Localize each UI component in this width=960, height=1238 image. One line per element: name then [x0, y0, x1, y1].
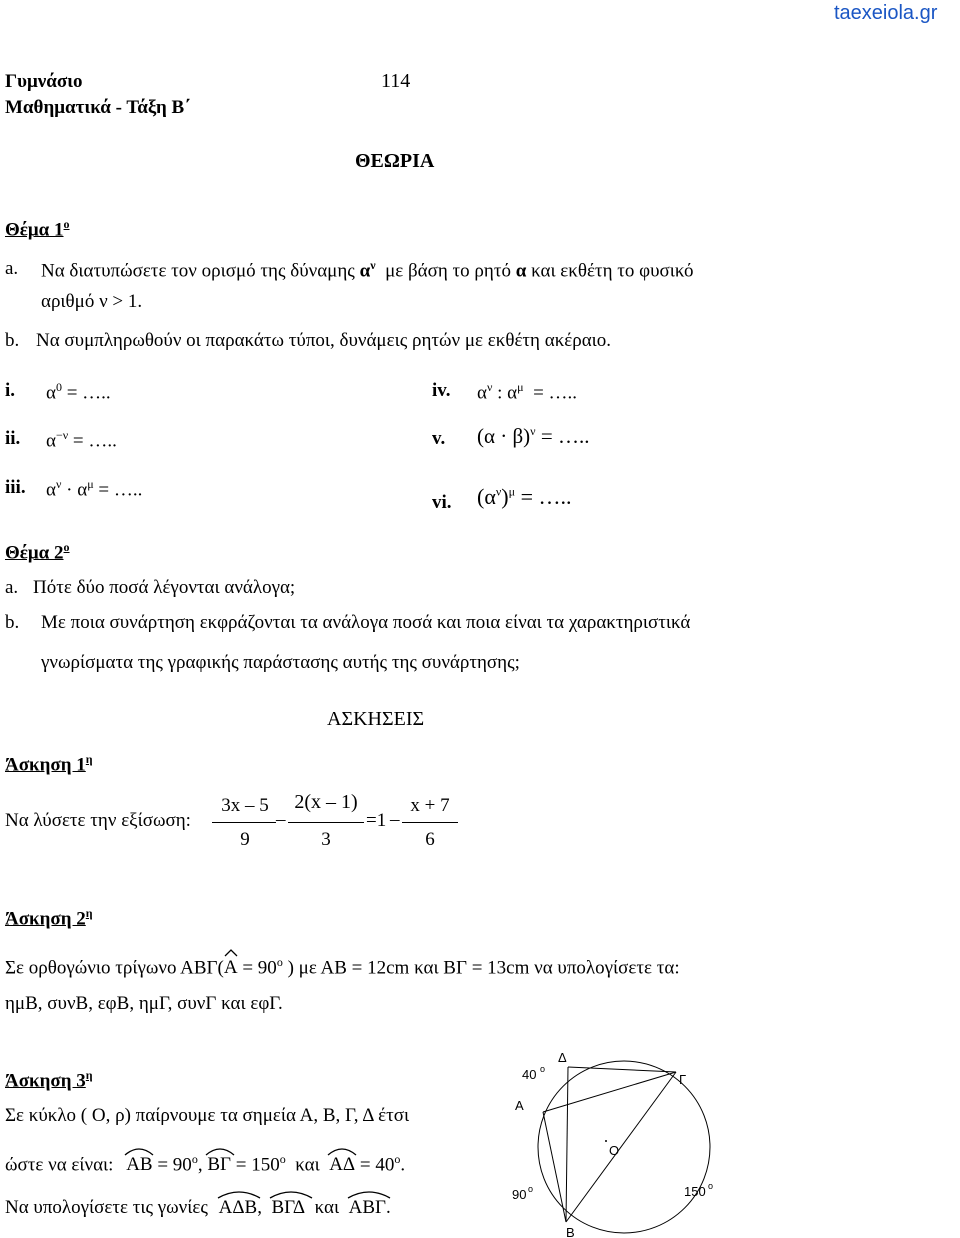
ex2-text-1: Σε ορθογώνιο τρίγωνο ΑΒΓ( $A = 90^o$ ) με ΑΒ = 12cm και ΒΓ = 13cm να υπολογίσετε τα:	[5, 955, 680, 979]
ex1-frac3-num: x + 7	[410, 795, 450, 816]
ex3-heading: Άσκηση $3^\eta$	[5, 1068, 93, 1092]
topic2-a-label: a.	[5, 577, 19, 598]
ex2-text-2: ημΒ, συνΒ, εφΒ, ημΓ, συνΓ και εφΓ.	[5, 993, 283, 1014]
label-arc-150: 150	[684, 1184, 706, 1199]
ex3-angle-ABG: ΑΒΓ	[348, 1197, 386, 1218]
ex2-angle-A: Α	[223, 957, 238, 979]
chord-AG	[543, 1072, 676, 1112]
ex1-frac1-den: 9	[240, 829, 250, 850]
label-A: Α	[515, 1098, 524, 1113]
label-arc-90: 90	[512, 1187, 527, 1202]
topic1-b-label: b.	[5, 330, 20, 351]
ex1-frac1-bar	[212, 822, 276, 823]
ex1-equals: =1	[366, 810, 387, 831]
exercises-title: ΑΣΚΗΣΕΙΣ	[327, 708, 425, 730]
formula-i-num: i.	[5, 380, 16, 401]
label-O: Ο	[609, 1143, 620, 1158]
ex1-minus1: –	[276, 809, 286, 830]
topic1-heading: Θέμα $1^o$	[5, 217, 70, 241]
ex3-text-3: Να υπολογίσετε τις γωνίες ΑΔΒ, ΒΓΔ και ΑΒΓ.	[5, 1197, 391, 1219]
circle-figure	[500, 1045, 760, 1238]
ex2-heading: Άσκηση $2^\eta$	[5, 906, 93, 930]
formula-i: $\alpha^0$ = …..	[46, 380, 111, 404]
topic1-a-text: Να διατυπώσετε τον ορισμό της δύναμης $\alpha^\nu$ με βάση το ρητό α και εκθέτη το φυσικό	[41, 258, 694, 282]
ex3-angle-ADB: ΑΔΒ	[218, 1197, 258, 1218]
ex1-frac2-bar	[288, 822, 364, 823]
center-point	[605, 1140, 607, 1142]
ex3-arc-AB: ΑΒ	[126, 1154, 153, 1176]
formula-ii-num: ii.	[5, 428, 21, 449]
formula-ii: $\alpha^{-\nu}$ = …..	[46, 428, 117, 452]
ex1-frac1-num: 3x – 5	[221, 795, 269, 816]
formula-vi: $(\alpha^\nu)^\mu$ = …..	[477, 484, 572, 509]
ex1-frac3-bar	[402, 822, 458, 823]
ex3-arc-BG: ΒΓ	[207, 1154, 231, 1176]
ex1-heading: Άσκηση $1^\eta$	[5, 752, 93, 776]
ex3-angle-BGD: ΒΓΔ	[271, 1197, 306, 1218]
label-arc-90-deg: o	[528, 1184, 534, 1194]
label-arc-40-deg: o	[540, 1064, 546, 1074]
formula-iv: $\alpha^\nu$ : $\alpha^\mu$ = …..	[477, 380, 578, 404]
topic2-a-text: Πότε δύο ποσά λέγονται ανάλογα;	[33, 577, 296, 598]
theory-title: ΘΕΩΡΙΑ	[355, 150, 435, 172]
formula-v-num: v.	[432, 428, 446, 449]
chord-GB	[566, 1072, 676, 1222]
formula-vi-num: vi.	[432, 492, 452, 513]
ex1-text: Να λύσετε την εξίσωση:	[5, 810, 191, 831]
ex1-minus2: –	[390, 809, 400, 830]
chord-DB	[566, 1067, 568, 1222]
formula-v: $(\alpha \cdot \beta)^\nu$ = …..	[477, 424, 590, 448]
topic2-b-label: b.	[5, 612, 20, 633]
topic2-b-text-1: Με ποια συνάρτηση εκφράζονται τα ανάλογα ποσά και ποια είναι τα χαρακτηριστικά	[41, 612, 691, 633]
watermark: taexeiola.gr	[834, 2, 938, 24]
label-G: Γ	[679, 1072, 687, 1087]
topic2-b-text-2: γνωρίσματα της γραφικής παράστασης αυτής της συνάρτησης;	[41, 652, 520, 673]
ex3-text-1: Σε κύκλο ( Ο, ρ) παίρνουμε τα σημεία Α, Β, Γ, Δ έτσι	[5, 1105, 410, 1126]
chord-AB	[543, 1112, 566, 1222]
topic2-heading: Θέμα $2^o$	[5, 540, 70, 564]
label-B: Β	[566, 1225, 575, 1238]
ex3-text-2: ώστε να είναι: $AB = 90^o$, $B\Gamma = 150^o$ και $A\Delta = 40^o$.	[5, 1152, 405, 1176]
ex1-frac3-den: 6	[425, 829, 435, 850]
ex3-arc-AD: ΑΔ	[329, 1154, 356, 1176]
formula-iii-num: iii.	[5, 477, 26, 498]
topic1-a-text-cont: αριθμό ν > 1.	[41, 291, 143, 312]
page-number: 114	[381, 70, 411, 92]
topic1-a-label: a.	[5, 258, 19, 279]
ex1-frac2-den: 3	[321, 829, 331, 850]
label-arc-150-deg: o	[708, 1181, 714, 1191]
label-D: Δ	[558, 1050, 567, 1065]
formula-iii: $\alpha^\nu \cdot \alpha^\mu$ = …..	[46, 477, 143, 501]
formula-iv-num: iv.	[432, 380, 451, 401]
topic1-b-text: Να συμπληρωθούν οι παρακάτω τύποι, δυνάμεις ρητών με εκθέτη ακέραιο.	[36, 330, 612, 351]
label-arc-40: 40	[522, 1067, 537, 1082]
ex1-frac2-num: 2(x – 1)	[294, 791, 358, 813]
school-label: Γυμνάσιο	[5, 71, 83, 92]
course-label: Μαθηματικά - Τάξη Β΄	[5, 97, 191, 118]
